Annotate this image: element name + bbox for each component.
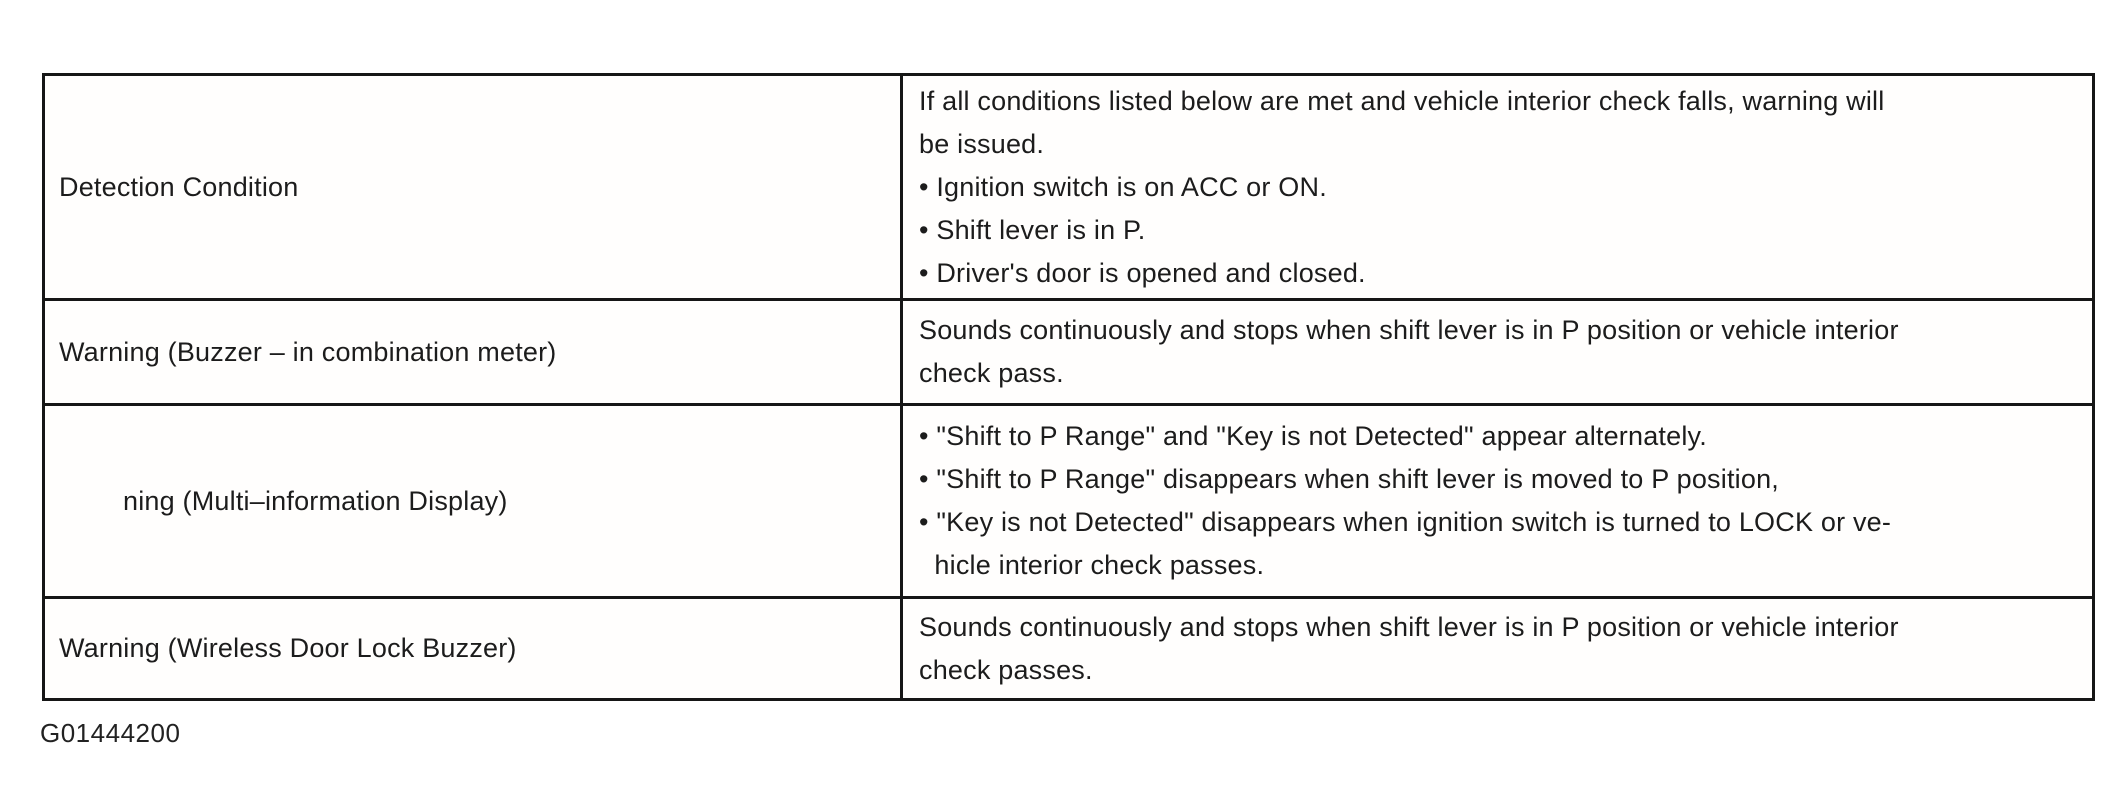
row-label-cell (45, 301, 903, 403)
row-label: Detection Condition (59, 171, 299, 202)
text-line: Sounds continuously and stops when shift lever is in P position or vehicle interior (919, 315, 1899, 345)
table-row (45, 596, 2092, 698)
row-label-cell (45, 599, 903, 698)
figure-id: G01444200 (40, 718, 181, 748)
row-label: Warning (Buzzer – in combination meter) (59, 336, 557, 367)
detection-warning-table (42, 73, 2095, 701)
table-row (45, 298, 2092, 403)
row-content-cell (903, 406, 2092, 596)
row-label: Warning (Wireless Door Lock Buzzer) (59, 633, 517, 663)
text-line: • Shift lever is in P. (919, 214, 1146, 245)
text-line: If all conditions listed below are met and vehicle interior check falls, warning will (919, 85, 1885, 116)
text-line: check passes. (919, 654, 1093, 685)
text-line: hicle interior check passes. (919, 550, 1265, 580)
text-line: be issued. (919, 128, 1045, 159)
row-label: ning (Multi–information Display) (123, 485, 508, 516)
text-line: check pass. (919, 358, 1064, 388)
text-line: • "Shift to P Range" and "Key is not Detected" appear alternately. (919, 421, 1707, 451)
text-line: Sounds continuously and stops when shift lever is in P position or vehicle interior (919, 611, 1899, 642)
row-content-cell (903, 76, 2092, 298)
text-line: • Driver's door is opened and closed. (919, 257, 1366, 288)
text-line: • "Shift to P Range" disappears when shift lever is moved to P position, (919, 464, 1779, 494)
row-content-cell (903, 301, 2092, 403)
row-content-cell (903, 599, 2092, 698)
table-row (45, 403, 2092, 596)
text-line: • "Key is not Detected" disappears when ignition switch is turned to LOCK or ve- (919, 507, 1892, 537)
row-label-cell (45, 76, 903, 298)
row-label-cell (45, 406, 903, 596)
table-row (45, 76, 2092, 298)
text-line: • Ignition switch is on ACC or ON. (919, 171, 1327, 202)
